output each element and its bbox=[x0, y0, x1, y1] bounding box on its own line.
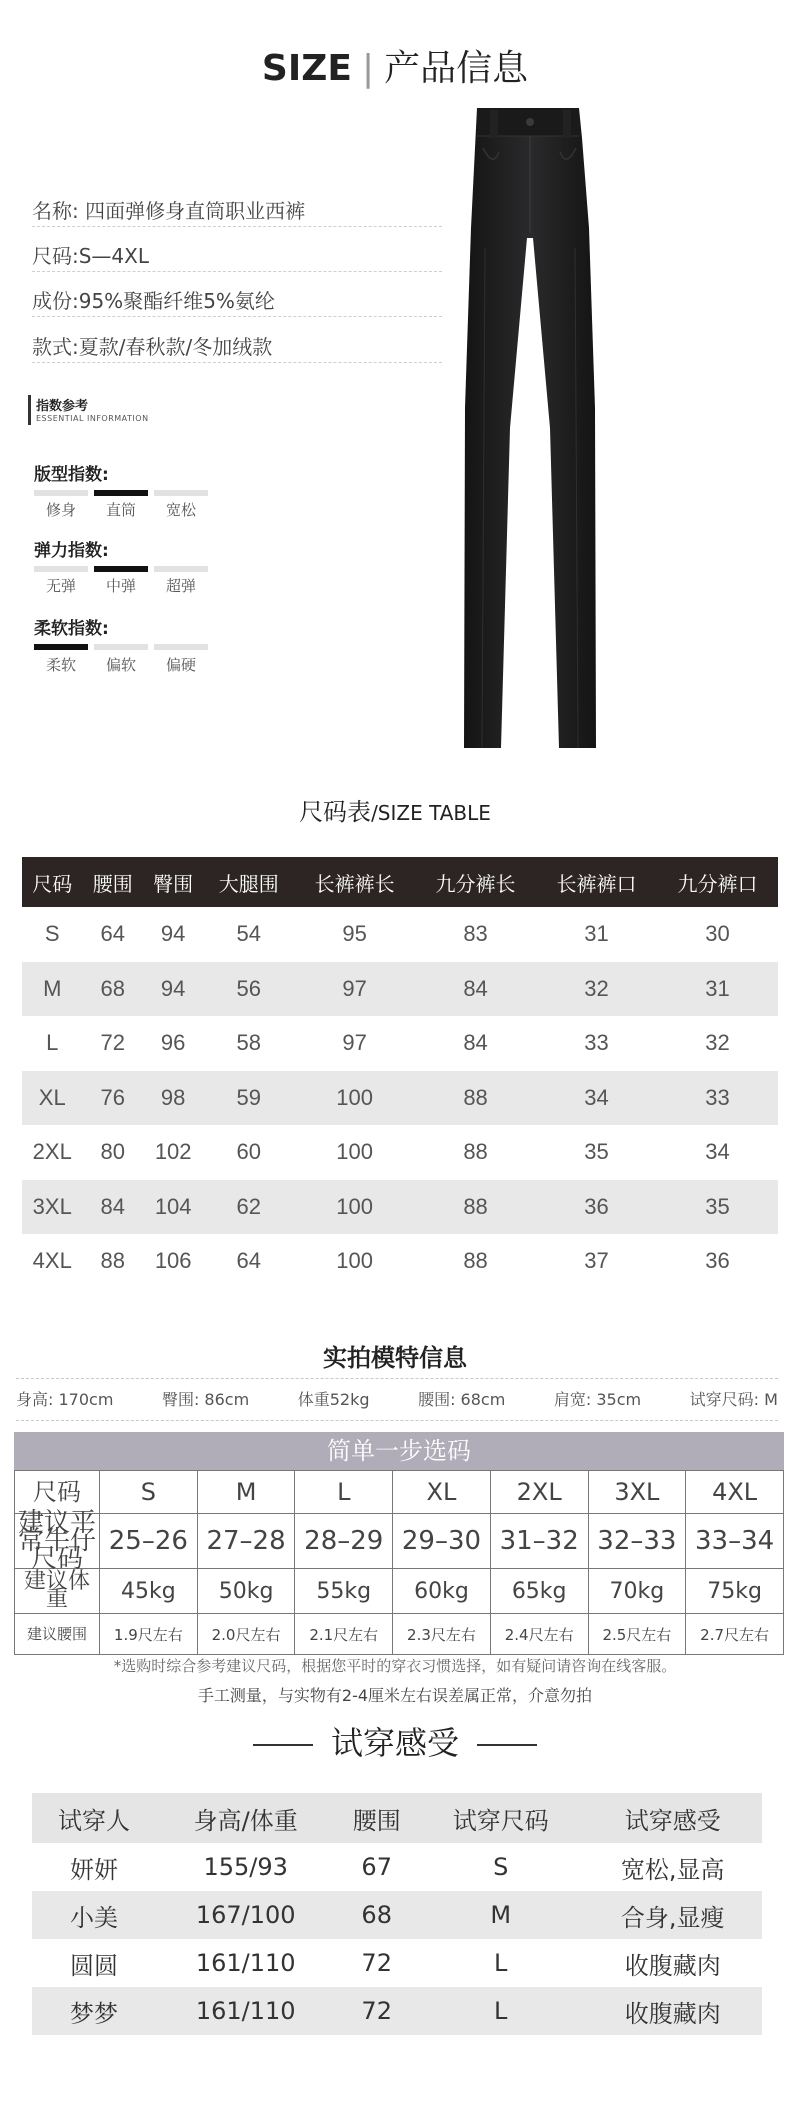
softness-option: 柔软 bbox=[45, 656, 76, 674]
table-cell: 72 bbox=[361, 1949, 392, 1977]
table-cell: 97 bbox=[342, 1030, 367, 1056]
table-cell: 27–28 bbox=[197, 1514, 295, 1569]
model-waist: 腰围: 68cm bbox=[418, 1390, 506, 1409]
table-cell: 收腹藏肉 bbox=[583, 1987, 762, 2035]
product-style: 款式:夏款/春秋款/冬加绒款 bbox=[32, 335, 273, 359]
table-cell: 梦梦 bbox=[32, 1987, 156, 2035]
model-info-line bbox=[16, 1387, 778, 1410]
table-cell: 84 bbox=[463, 1030, 488, 1056]
row-label: 建议平常牛仔尺码 bbox=[15, 1514, 100, 1569]
table-cell: 34 bbox=[705, 1139, 730, 1165]
divider bbox=[32, 226, 442, 227]
fit-option: 直筒 bbox=[105, 501, 136, 519]
table-cell: 62 bbox=[203, 1180, 294, 1235]
table-cell: 32 bbox=[536, 962, 657, 1017]
size-selector-table bbox=[14, 1470, 784, 1655]
table-cell: 31–32 bbox=[490, 1514, 588, 1569]
table-cell: 88 bbox=[100, 1248, 125, 1274]
table-row bbox=[22, 907, 778, 962]
divider bbox=[32, 362, 442, 363]
table-cell: 98 bbox=[143, 1071, 203, 1126]
softness-scale-title: 柔软指数: bbox=[34, 619, 109, 639]
table-cell: 32–33 bbox=[588, 1514, 686, 1569]
stretch-option: 超弹 bbox=[165, 577, 196, 595]
table-cell: 95 bbox=[342, 921, 367, 947]
table-row bbox=[15, 1514, 784, 1569]
table-row bbox=[22, 1071, 778, 1126]
size-table-title-cn: 尺码表 bbox=[299, 798, 372, 826]
table-cell: 31 bbox=[584, 921, 609, 947]
measurement-note: 手工测量，与实物有2-4厘米左右误差属正常，介意勿拍 bbox=[197, 1686, 593, 1705]
selection-note: *选购时综合参考建议尺码，根据您平时的穿衣习惯选择，如有疑问请咨询在线客服。 bbox=[113, 1657, 677, 1675]
divider bbox=[16, 1420, 778, 1421]
model-trial-size: 试穿尺码: M bbox=[689, 1390, 778, 1409]
table-cell: 35 bbox=[657, 1180, 778, 1235]
trial-table bbox=[32, 1793, 762, 2035]
trial-heading bbox=[0, 1718, 790, 1764]
table-cell: 28–29 bbox=[295, 1514, 393, 1569]
stretch-option: 无弹 bbox=[45, 577, 76, 595]
table-cell: XL bbox=[22, 1071, 82, 1126]
stretch-option: 中弹 bbox=[105, 577, 136, 595]
heading-line bbox=[253, 1744, 313, 1746]
fit-scale-segment bbox=[154, 490, 208, 496]
trial-title: 试穿感受 bbox=[330, 1724, 459, 1762]
table-cell: 64 bbox=[236, 1248, 261, 1274]
table-cell: M bbox=[22, 962, 82, 1017]
table-cell: 32 bbox=[705, 1030, 730, 1056]
softness-option: 偏软 bbox=[105, 656, 136, 674]
table-cell: 圆圆 bbox=[70, 1951, 119, 1980]
table-cell: 155/93 bbox=[203, 1853, 288, 1881]
table-cell: 33 bbox=[657, 1071, 778, 1126]
fit-option: 修身 bbox=[45, 501, 76, 519]
table-cell: 70kg bbox=[588, 1569, 686, 1614]
column-header: 长裤裤口 bbox=[536, 857, 657, 907]
table-cell: 72 bbox=[100, 1030, 125, 1056]
fit-scale-segment bbox=[34, 490, 88, 496]
table-cell: 59 bbox=[203, 1071, 294, 1126]
table-cell: 106 bbox=[154, 1248, 192, 1274]
softness-scale-segment bbox=[94, 644, 148, 650]
product-name: 名称: 四面弹修身直筒职业西裤 bbox=[32, 199, 306, 223]
table-cell: 4XL bbox=[32, 1248, 72, 1274]
table-cell: 94 bbox=[143, 962, 203, 1017]
table-cell: 94 bbox=[160, 921, 186, 947]
size-table-header-row bbox=[22, 857, 778, 907]
table-cell: 88 bbox=[415, 1071, 536, 1126]
page-title bbox=[0, 40, 790, 91]
table-cell: 56 bbox=[203, 962, 294, 1017]
table-cell: 合身,显瘦 bbox=[583, 1891, 762, 1939]
model-height: 身高: 170cm bbox=[16, 1390, 114, 1409]
table-cell: 29–30 bbox=[393, 1514, 491, 1569]
size-table bbox=[22, 857, 778, 1289]
table-cell: 67 bbox=[361, 1853, 392, 1881]
table-row bbox=[32, 1891, 762, 1939]
row-label: 建议体重 bbox=[15, 1569, 100, 1614]
table-row bbox=[22, 1234, 778, 1289]
table-cell: L bbox=[494, 1949, 508, 1977]
table-cell: L bbox=[418, 1987, 583, 2035]
table-cell: 161/110 bbox=[195, 1949, 296, 1977]
table-row bbox=[32, 1987, 762, 2035]
column-header: 九分裤口 bbox=[657, 857, 778, 907]
table-cell: 97 bbox=[294, 962, 415, 1017]
softness-scale-segment-active bbox=[34, 644, 88, 650]
table-cell: 83 bbox=[463, 921, 488, 947]
size-table-title-en: /SIZE TABLE bbox=[371, 801, 491, 825]
table-cell: 34 bbox=[536, 1071, 657, 1126]
table-cell: M bbox=[197, 1471, 295, 1514]
index-marker bbox=[28, 395, 31, 425]
table-row bbox=[22, 1125, 778, 1180]
title-en: SIZE bbox=[261, 48, 352, 89]
fit-scale-title: 版型指数: bbox=[34, 465, 109, 485]
table-cell: 2.1尺左右 bbox=[295, 1614, 393, 1655]
table-cell: 54 bbox=[236, 921, 261, 947]
table-cell: 50kg bbox=[197, 1569, 295, 1614]
table-cell: 1.9尺左右 bbox=[100, 1614, 198, 1655]
table-cell: 65kg bbox=[490, 1569, 588, 1614]
softness-scale-segment bbox=[154, 644, 208, 650]
divider bbox=[16, 1378, 778, 1379]
table-cell: 25–26 bbox=[100, 1514, 198, 1569]
table-cell: 167/100 bbox=[156, 1891, 335, 1939]
table-cell: 64 bbox=[100, 921, 125, 947]
product-material: 成份:95%聚酯纤维5%氨纶 bbox=[32, 289, 275, 313]
table-cell: 100 bbox=[294, 1180, 415, 1235]
table-cell: 100 bbox=[294, 1071, 415, 1126]
size-selector-title: 简单一步选码 bbox=[14, 1432, 784, 1470]
table-cell: 妍妍 bbox=[70, 1855, 119, 1884]
title-cn: 产品信息 bbox=[384, 48, 529, 89]
size-table-heading bbox=[0, 792, 790, 827]
table-cell: 2.7尺左右 bbox=[686, 1614, 784, 1655]
table-cell: 84 bbox=[415, 962, 536, 1017]
table-cell: 2.5尺左右 bbox=[588, 1614, 686, 1655]
table-cell: 102 bbox=[154, 1139, 192, 1165]
divider bbox=[32, 316, 442, 317]
table-cell: 68 bbox=[82, 962, 142, 1017]
table-cell: 80 bbox=[100, 1139, 125, 1165]
stretch-scale-segment bbox=[154, 566, 208, 572]
table-cell: 55kg bbox=[295, 1569, 393, 1614]
table-cell: 100 bbox=[336, 1139, 373, 1165]
column-header: 试穿尺码 bbox=[418, 1793, 583, 1843]
trousers-image bbox=[455, 108, 605, 748]
model-weight: 体重52kg bbox=[297, 1390, 370, 1409]
table-cell: 3XL bbox=[588, 1471, 686, 1514]
table-cell: 76 bbox=[82, 1071, 142, 1126]
table-cell: 宽松,显高 bbox=[620, 1855, 725, 1884]
model-shoulder: 肩宽: 35cm bbox=[553, 1390, 642, 1409]
heading-line bbox=[477, 1744, 537, 1746]
table-cell: 2.4尺左右 bbox=[490, 1614, 588, 1655]
table-cell: 75kg bbox=[686, 1569, 784, 1614]
column-header: 腰围 bbox=[335, 1793, 418, 1843]
column-header: 身高/体重 bbox=[156, 1793, 335, 1843]
stretch-scale-segment-active bbox=[94, 566, 148, 572]
column-header: 腰围 bbox=[82, 857, 142, 907]
softness-option: 偏硬 bbox=[165, 656, 196, 674]
row-label: 建议腰围 bbox=[15, 1614, 100, 1655]
table-cell: L bbox=[295, 1471, 393, 1514]
table-cell: 96 bbox=[160, 1030, 186, 1056]
table-cell: 88 bbox=[415, 1180, 536, 1235]
table-row bbox=[32, 1843, 762, 1891]
table-row bbox=[15, 1471, 784, 1514]
table-cell: M bbox=[418, 1891, 583, 1939]
table-cell: 45kg bbox=[100, 1569, 198, 1614]
fit-scale-segment-active bbox=[94, 490, 148, 496]
table-cell: 4XL bbox=[686, 1471, 784, 1514]
table-cell: 3XL bbox=[22, 1180, 82, 1235]
table-row bbox=[15, 1614, 784, 1655]
column-header: 试穿感受 bbox=[583, 1793, 762, 1843]
table-cell: 60 bbox=[236, 1139, 261, 1165]
column-header: 臀围 bbox=[143, 857, 203, 907]
table-row bbox=[22, 1180, 778, 1235]
table-cell: L bbox=[46, 1030, 59, 1056]
table-cell: S bbox=[100, 1471, 198, 1514]
table-cell: 33 bbox=[584, 1030, 609, 1056]
row-label: 尺码 bbox=[15, 1471, 100, 1514]
stretch-scale-title: 弹力指数: bbox=[34, 541, 109, 561]
table-cell: 72 bbox=[335, 1987, 418, 2035]
product-size-range: 尺码:S—4XL bbox=[32, 244, 150, 268]
trial-header-row bbox=[32, 1793, 762, 1843]
table-cell: 60kg bbox=[393, 1569, 491, 1614]
table-cell: 36 bbox=[536, 1180, 657, 1235]
model-hip: 臀围: 86cm bbox=[161, 1390, 250, 1409]
index-title: 指数参考 bbox=[36, 399, 89, 414]
divider bbox=[32, 271, 442, 272]
table-cell: 2.0尺左右 bbox=[197, 1614, 295, 1655]
table-cell: 收腹藏肉 bbox=[624, 1951, 721, 1980]
table-cell: 84 bbox=[82, 1180, 142, 1235]
table-cell: 161/110 bbox=[156, 1987, 335, 2035]
index-subtitle: ESSENTIAL INFORMATION bbox=[36, 414, 149, 423]
table-cell: 88 bbox=[463, 1139, 488, 1165]
table-cell: 2XL bbox=[32, 1139, 72, 1165]
table-cell: 31 bbox=[657, 962, 778, 1017]
table-cell: 36 bbox=[705, 1248, 730, 1274]
table-cell: S bbox=[44, 921, 60, 947]
table-cell: 30 bbox=[705, 921, 730, 947]
title-separator: | bbox=[361, 48, 375, 89]
table-cell: 58 bbox=[236, 1030, 261, 1056]
model-info-heading: 实拍模特信息 bbox=[323, 1344, 467, 1372]
table-cell: S bbox=[493, 1853, 509, 1881]
table-cell: 2.3尺左右 bbox=[393, 1614, 491, 1655]
table-cell: 88 bbox=[463, 1248, 488, 1274]
table-cell: 100 bbox=[336, 1248, 373, 1274]
table-cell: 2XL bbox=[490, 1471, 588, 1514]
table-cell: XL bbox=[393, 1471, 491, 1514]
column-header: 试穿人 bbox=[32, 1793, 156, 1843]
column-header: 大腿围 bbox=[203, 857, 294, 907]
table-cell: 小美 bbox=[32, 1891, 156, 1939]
column-header: 九分裤长 bbox=[415, 857, 536, 907]
table-row bbox=[15, 1569, 784, 1614]
fit-option: 宽松 bbox=[165, 501, 196, 519]
stretch-scale-segment bbox=[34, 566, 88, 572]
table-cell: 35 bbox=[584, 1139, 609, 1165]
column-header: 尺码 bbox=[22, 857, 82, 907]
table-row bbox=[32, 1939, 762, 1987]
table-cell: 33–34 bbox=[686, 1514, 784, 1569]
column-header: 长裤裤长 bbox=[294, 857, 415, 907]
table-cell: 68 bbox=[335, 1891, 418, 1939]
table-row bbox=[22, 1016, 778, 1071]
table-cell: 104 bbox=[143, 1180, 203, 1235]
table-row bbox=[22, 962, 778, 1017]
table-cell: 37 bbox=[584, 1248, 609, 1274]
